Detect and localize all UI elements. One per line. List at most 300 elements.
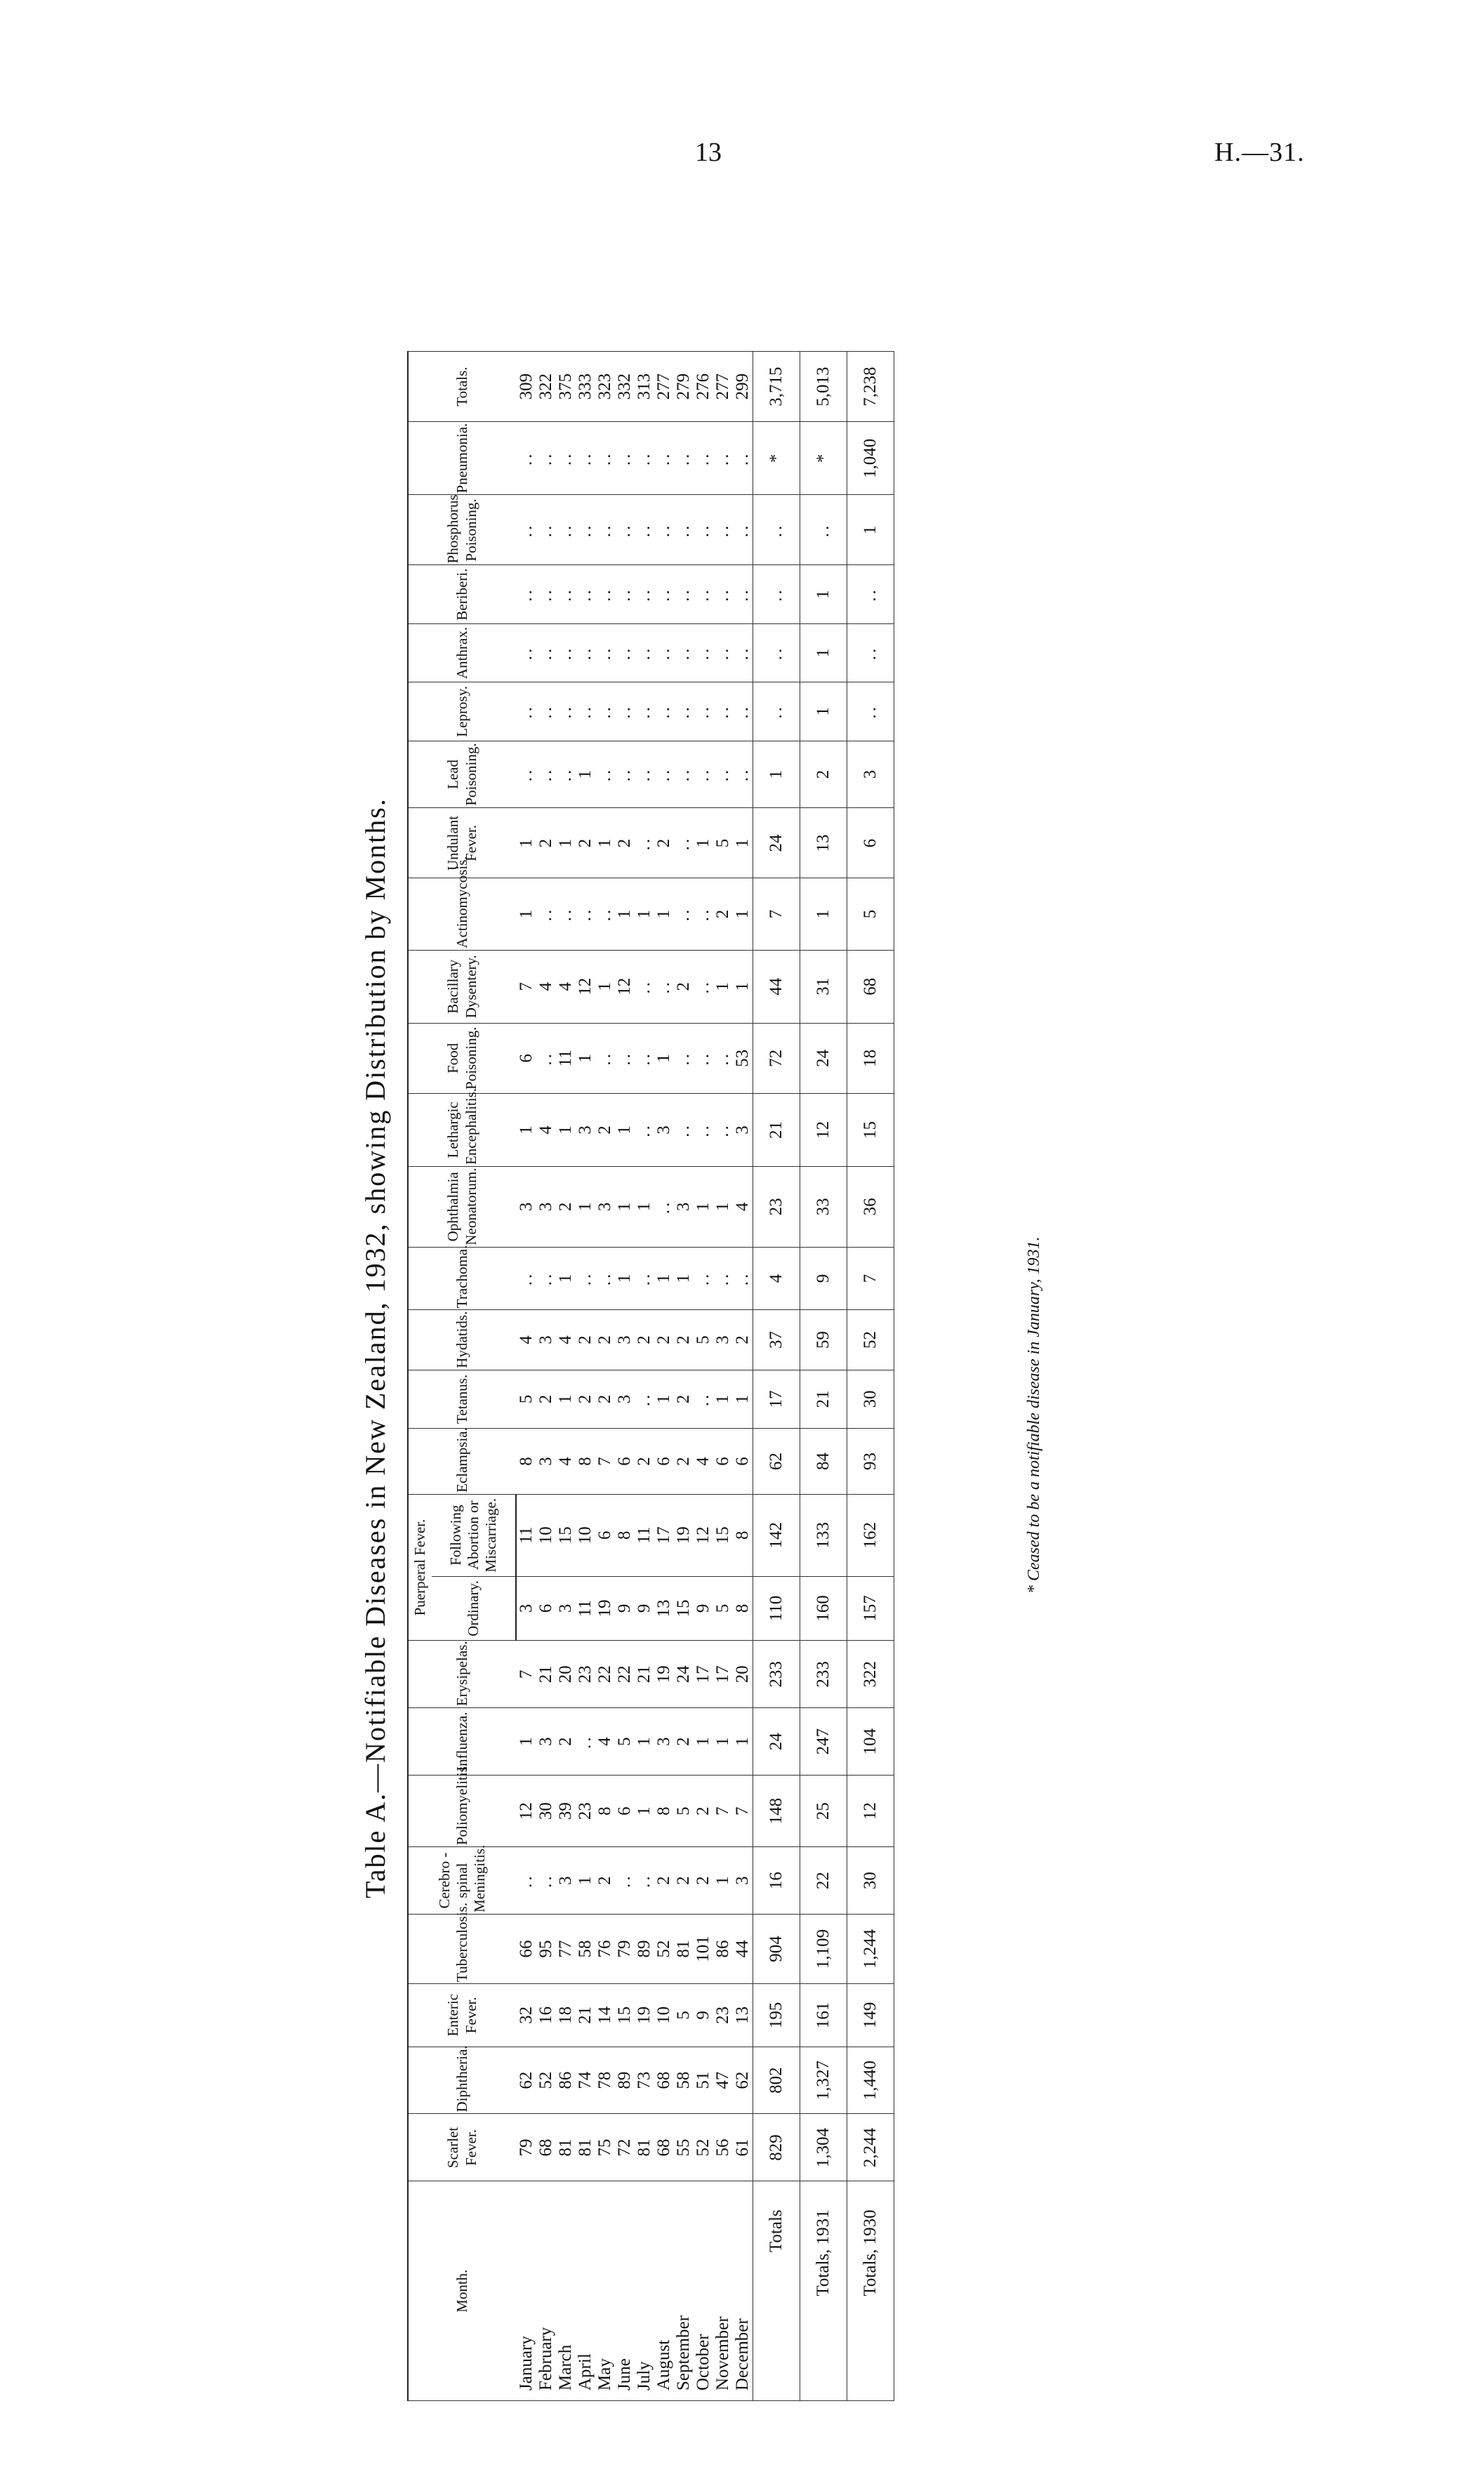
table-cell: 1 [516, 1708, 536, 1776]
table-cell: 2 [694, 1776, 713, 1847]
table-cell: 2 [576, 1370, 595, 1428]
totals-cell: 25 [800, 1776, 847, 1847]
table-cell: 3 [615, 1310, 635, 1370]
table-cell: 17 [713, 1641, 733, 1708]
table-cell: .. [654, 565, 674, 623]
totals-cell: 3,715 [753, 352, 800, 422]
totals-cell: 5,013 [800, 352, 847, 422]
table-row [556, 352, 576, 2401]
table-cell: .. [674, 741, 694, 808]
table-cell: .. [615, 1847, 635, 1915]
totals-cell: 30 [847, 1370, 894, 1428]
table-cell: 12 [615, 950, 635, 1023]
table-cell: 2 [595, 1847, 615, 1915]
table-cell: 1 [733, 878, 753, 950]
table-cell: 2 [595, 1370, 615, 1428]
table-cell: .. [733, 495, 753, 565]
table-cell: .. [536, 495, 556, 565]
table-cell: .. [654, 682, 674, 741]
table-cell: 4 [556, 950, 576, 1023]
table-cell: .. [635, 682, 654, 741]
table-cell: .. [536, 565, 556, 623]
table-cell: .. [694, 1370, 713, 1428]
totals-row [800, 352, 847, 2401]
totals-cell: 22 [800, 1847, 847, 1915]
header-beriberi: Beriberi. [408, 565, 516, 623]
header-phosphorus-poisoning: Phosphorus Poisoning. [408, 495, 516, 565]
totals-cell: 21 [800, 1370, 847, 1428]
table-cell: 4 [536, 950, 556, 1023]
table-cell: .. [654, 495, 674, 565]
table-cell: 4 [694, 1429, 713, 1495]
totals-cell: 4 [753, 1247, 800, 1310]
table-cell: 1 [615, 878, 635, 950]
table-cell: .. [654, 950, 674, 1023]
table-cell: 68 [654, 2047, 674, 2114]
table-cell: 5 [674, 1776, 694, 1847]
table-cell: 332 [615, 352, 635, 422]
table-cell: 17 [694, 1641, 713, 1708]
table-cell: .. [576, 682, 595, 741]
totals-cell: 195 [753, 1984, 800, 2047]
table-cell: 72 [615, 2114, 635, 2181]
table-cell: 5 [516, 1370, 536, 1428]
totals-cell: 9 [800, 1247, 847, 1310]
table-cell: 61 [733, 2114, 753, 2181]
table-cell: 95 [536, 1915, 556, 1984]
table-cell: .. [674, 495, 694, 565]
table-cell: 3 [674, 1167, 694, 1248]
table-cell: 15 [615, 1984, 635, 2047]
table-row [635, 352, 654, 2401]
totals-cell: 1,109 [800, 1915, 847, 1984]
table-cell: .. [595, 1247, 615, 1310]
table-cell: 3 [516, 1576, 536, 1641]
table-cell: 3 [556, 1847, 576, 1915]
table-cell: 74 [576, 2047, 595, 2114]
table-cell: 2 [654, 1847, 674, 1915]
table-cell: 277 [713, 352, 733, 422]
table-cell: 1 [713, 1370, 733, 1428]
table-cell: 4 [556, 1429, 576, 1495]
table-body [516, 352, 894, 2401]
header-eclampsia: Eclampsia. [408, 1429, 516, 1495]
table-cell: 3 [536, 1167, 556, 1248]
table-row [595, 352, 615, 2401]
table-cell: 5 [713, 808, 733, 878]
header-puerperal-fever: Puerperal Fever. [408, 1494, 432, 1640]
header-month: Month. [408, 2181, 516, 2401]
month-label: July [635, 2181, 654, 2401]
table-cell: .. [674, 878, 694, 950]
table-cell: 1 [674, 1247, 694, 1310]
table-cell: 79 [516, 2114, 536, 2181]
table-cell: .. [733, 741, 753, 808]
table-row [674, 352, 694, 2401]
table-cell: 2 [654, 808, 674, 878]
totals-label: Totals, 1930 [847, 2181, 894, 2401]
table-row [615, 352, 635, 2401]
table-cell: 10 [654, 1984, 674, 2047]
table-cell: 1 [556, 1370, 576, 1428]
totals-cell: 1,327 [800, 2047, 847, 2114]
table-cell: 9 [635, 1576, 654, 1641]
totals-cell: 24 [800, 1023, 847, 1093]
table-cell: .. [516, 623, 536, 682]
table-cell: 81 [556, 2114, 576, 2181]
rotated-table-block [351, 295, 1067, 2401]
table-cell: 6 [733, 1429, 753, 1495]
table-cell: .. [516, 741, 536, 808]
table-cell: 1 [595, 808, 615, 878]
table-cell: .. [536, 1023, 556, 1093]
table-cell: 2 [556, 1708, 576, 1776]
table-cell: 2 [595, 1310, 615, 1370]
totals-cell: 322 [847, 1641, 894, 1708]
table-cell: .. [615, 422, 635, 495]
header-dysentery: Bacillary Dysentery. [408, 950, 516, 1023]
table-cell: .. [556, 495, 576, 565]
table-cell: 12 [516, 1776, 536, 1847]
table-cell: .. [674, 808, 694, 878]
table-cell: 2 [635, 1429, 654, 1495]
table-cell: .. [635, 565, 654, 623]
header-scarlet-fever: Scarlet Fever. [408, 2114, 516, 2181]
totals-label: Totals [753, 2181, 800, 2401]
month-label: April [576, 2181, 595, 2401]
table-cell: 23 [576, 1776, 595, 1847]
table-cell: 1 [654, 1023, 674, 1093]
totals-cell: .. [753, 565, 800, 623]
table-cell: 2 [576, 1310, 595, 1370]
table-cell: 22 [595, 1641, 615, 1708]
table-cell: 2 [733, 1310, 753, 1370]
table-cell: .. [635, 1847, 654, 1915]
totals-cell: 33 [800, 1167, 847, 1248]
totals-cell: 44 [753, 950, 800, 1023]
table-cell: .. [576, 422, 595, 495]
table-cell: .. [536, 878, 556, 950]
table-cell: .. [595, 878, 615, 950]
table-cell: 4 [516, 1310, 536, 1370]
table-cell: .. [713, 1093, 733, 1166]
header-poliomyelitis: Poliomyelitis. [408, 1776, 516, 1847]
table-cell: .. [556, 878, 576, 950]
table-cell: 2 [674, 1310, 694, 1370]
table-cell: 3 [516, 1167, 536, 1248]
header-puerperal-ordinary: Ordinary. [432, 1576, 516, 1641]
month-label: January [516, 2181, 536, 2401]
table-cell: .. [595, 565, 615, 623]
totals-cell: .. [847, 623, 894, 682]
table-cell: .. [635, 1023, 654, 1093]
table-cell: 1 [595, 950, 615, 1023]
table-cell: 8 [733, 1576, 753, 1641]
table-cell: .. [516, 422, 536, 495]
table-cell: 9 [615, 1576, 635, 1641]
totals-cell: 72 [753, 1023, 800, 1093]
totals-cell: .. [753, 623, 800, 682]
table-row [516, 352, 536, 2401]
totals-cell: .. [847, 682, 894, 741]
totals-cell: 133 [800, 1494, 847, 1576]
table-cell: 44 [733, 1915, 753, 1984]
table-cell: 68 [654, 2114, 674, 2181]
table-cell: 30 [536, 1776, 556, 1847]
table-cell: .. [595, 741, 615, 808]
month-label: October [694, 2181, 713, 2401]
table-cell: .. [635, 741, 654, 808]
table-cell: 12 [576, 950, 595, 1023]
table-cell: .. [615, 495, 635, 565]
table-cell: .. [635, 950, 654, 1023]
table-cell: .. [635, 623, 654, 682]
table-cell: 2 [674, 1370, 694, 1428]
totals-cell: 904 [753, 1915, 800, 1984]
table-cell: .. [694, 1247, 713, 1310]
table-cell: 1 [733, 950, 753, 1023]
table-row [576, 352, 595, 2401]
table-cell: 19 [674, 1494, 694, 1576]
table-cell: 1 [694, 1167, 713, 1248]
totals-cell: 5 [847, 878, 894, 950]
table-cell: 3 [536, 1310, 556, 1370]
table-cell: .. [713, 565, 733, 623]
table-cell: 1 [733, 1370, 753, 1428]
month-label: August [654, 2181, 674, 2401]
table-cell: 1 [576, 741, 595, 808]
totals-cell: 104 [847, 1708, 894, 1776]
totals-cell: 1 [800, 682, 847, 741]
table-cell: .. [556, 422, 576, 495]
table-cell: .. [733, 623, 753, 682]
table-cell: 2 [654, 1310, 674, 1370]
table-cell: 4 [536, 1093, 556, 1166]
totals-cell: 142 [753, 1494, 800, 1576]
table-cell: .. [615, 741, 635, 808]
totals-cell: 7,238 [847, 352, 894, 422]
table-cell: 1 [516, 808, 536, 878]
table-cell: .. [516, 495, 536, 565]
month-label: November [713, 2181, 733, 2401]
table-cell: 1 [635, 878, 654, 950]
table-cell: .. [694, 422, 713, 495]
month-label: March [556, 2181, 576, 2401]
totals-cell: 62 [753, 1429, 800, 1495]
table-cell: .. [694, 950, 713, 1023]
table-cell: 4 [595, 1708, 615, 1776]
table-cell: .. [595, 422, 615, 495]
totals-cell: 1 [800, 878, 847, 950]
table-cell: 52 [694, 2114, 713, 2181]
table-cell: 5 [713, 1576, 733, 1641]
totals-row [847, 352, 894, 2401]
totals-cell: 37 [753, 1310, 800, 1370]
table-cell: 5 [674, 1984, 694, 2047]
table-cell: 8 [516, 1429, 536, 1495]
table-row [694, 352, 713, 2401]
table-cell: 7 [516, 1641, 536, 1708]
table-cell: .. [615, 623, 635, 682]
table-cell: 55 [674, 2114, 694, 2181]
table-cell: 1 [713, 950, 733, 1023]
header-totals: Totals. [408, 352, 516, 422]
table-cell: 6 [615, 1776, 635, 1847]
table-cell: 1 [654, 1370, 674, 1428]
table-cell: .. [615, 682, 635, 741]
table-cell: 2 [674, 1708, 694, 1776]
totals-cell: 6 [847, 808, 894, 878]
table-cell: .. [635, 495, 654, 565]
table-cell: .. [674, 1023, 694, 1093]
table-cell: 7 [516, 950, 536, 1023]
table-cell: 2 [694, 1847, 713, 1915]
table-cell: .. [536, 741, 556, 808]
table-cell: 58 [576, 1915, 595, 1984]
table-cell: 309 [516, 352, 536, 422]
totals-cell: 24 [753, 808, 800, 878]
totals-cell: 36 [847, 1167, 894, 1248]
table-cell: 2 [674, 950, 694, 1023]
totals-cell: 829 [753, 2114, 800, 2181]
table-cell: .. [654, 1167, 674, 1248]
table-cell: 75 [595, 2114, 615, 2181]
table-cell: 79 [615, 1915, 635, 1984]
totals-cell: 233 [753, 1641, 800, 1708]
totals-cell: 52 [847, 1310, 894, 1370]
table-cell: 86 [713, 1915, 733, 1984]
table-cell: 1 [576, 1167, 595, 1248]
header-actinomycosis: Actinomycosis. [408, 878, 516, 950]
table-title: Table A.—Notifiable Diseases in New Zealand, 1932, showing Distribution by Months. [359, 798, 391, 1898]
table-cell: .. [576, 565, 595, 623]
totals-cell: 1,440 [847, 2047, 894, 2114]
table-cell: .. [713, 1023, 733, 1093]
table-cell: 322 [536, 352, 556, 422]
table-cell: 52 [536, 2047, 556, 2114]
table-cell: 1 [556, 1093, 576, 1166]
totals-cell: 12 [800, 1093, 847, 1166]
table-cell: 73 [635, 2047, 654, 2114]
table-cell: 13 [654, 1576, 674, 1641]
totals-cell: 157 [847, 1576, 894, 1641]
totals-cell: 13 [800, 808, 847, 878]
table-cell: .. [654, 422, 674, 495]
table-cell: 4 [733, 1167, 753, 1248]
table-row [536, 352, 556, 2401]
table-cell: 39 [556, 1776, 576, 1847]
table-cell: 1 [694, 1708, 713, 1776]
table-cell: 15 [674, 1576, 694, 1641]
totals-cell: 1,040 [847, 422, 894, 495]
table-cell: 7 [733, 1776, 753, 1847]
table-cell: 15 [713, 1494, 733, 1576]
table-cell: .. [694, 623, 713, 682]
totals-cell: 247 [800, 1708, 847, 1776]
table-cell: 1 [694, 808, 713, 878]
table-cell: 1 [516, 1093, 536, 1166]
table-cell: 9 [694, 1984, 713, 2047]
table-cell: .. [654, 741, 674, 808]
table-cell: 277 [654, 352, 674, 422]
totals-cell: 3 [847, 741, 894, 808]
table-cell: 2 [595, 1093, 615, 1166]
table-cell: .. [556, 682, 576, 741]
table-cell: .. [516, 682, 536, 741]
table-cell: 78 [595, 2047, 615, 2114]
table-cell: 4 [556, 1310, 576, 1370]
table-cell: .. [516, 1247, 536, 1310]
totals-cell: .. [753, 495, 800, 565]
table-cell: .. [713, 741, 733, 808]
table-cell: .. [635, 808, 654, 878]
month-label: December [733, 2181, 753, 2401]
table-cell: 3 [733, 1093, 753, 1166]
table-cell: 11 [516, 1494, 536, 1576]
table-cell: 81 [674, 1915, 694, 1984]
table-cell: .. [536, 1247, 556, 1310]
totals-cell: 1,244 [847, 1915, 894, 1984]
table-cell: 1 [713, 1708, 733, 1776]
totals-cell: * [800, 422, 847, 495]
table-cell: 81 [635, 2114, 654, 2181]
header-hydatids: Hydatids. [408, 1310, 516, 1370]
table-cell: 89 [615, 2047, 635, 2114]
table-cell: 22 [615, 1641, 635, 1708]
month-label: June [615, 2181, 635, 2401]
totals-cell: 1 [800, 565, 847, 623]
table-cell: 23 [713, 1984, 733, 2047]
table-cell: .. [713, 495, 733, 565]
table-cell: 3 [654, 1093, 674, 1166]
table-cell: 3 [536, 1708, 556, 1776]
header-leprosy: Leprosy. [408, 682, 516, 741]
notifiable-diseases-table [407, 351, 894, 2401]
table-cell: 8 [654, 1776, 674, 1847]
table-cell: 10 [576, 1494, 595, 1576]
table-cell: 12 [694, 1494, 713, 1576]
footnote: * Ceased to be a notifiable disease in January, 1931. [1025, 1236, 1043, 1594]
table-cell: 1 [733, 1708, 753, 1776]
table-cell: 101 [694, 1915, 713, 1984]
table-cell: .. [536, 1847, 556, 1915]
table-cell: 66 [516, 1915, 536, 1984]
table-cell: 1 [654, 1247, 674, 1310]
table-cell: 375 [556, 352, 576, 422]
table-cell: .. [733, 422, 753, 495]
table-cell: .. [694, 1023, 713, 1093]
table-cell: .. [536, 422, 556, 495]
table-cell: 19 [595, 1576, 615, 1641]
table-cell: 1 [576, 1023, 595, 1093]
totals-cell: 149 [847, 1984, 894, 2047]
table-cell: 6 [536, 1576, 556, 1641]
header-encephalitis: Lethargic Encephalitis. [408, 1093, 516, 1166]
table-cell: 7 [713, 1776, 733, 1847]
table-cell: 21 [536, 1641, 556, 1708]
table-cell: .. [635, 1247, 654, 1310]
table-cell: .. [576, 878, 595, 950]
table-cell: 15 [556, 1494, 576, 1576]
table-cell: 1 [635, 1167, 654, 1248]
table-cell: 1 [615, 1093, 635, 1166]
table-cell: 6 [516, 1023, 536, 1093]
totals-cell: 23 [753, 1167, 800, 1248]
table-cell: 313 [635, 352, 654, 422]
table-cell: .. [694, 741, 713, 808]
header-lead-poisoning: Lead Poisoning. [408, 741, 516, 808]
table-cell: .. [556, 623, 576, 682]
